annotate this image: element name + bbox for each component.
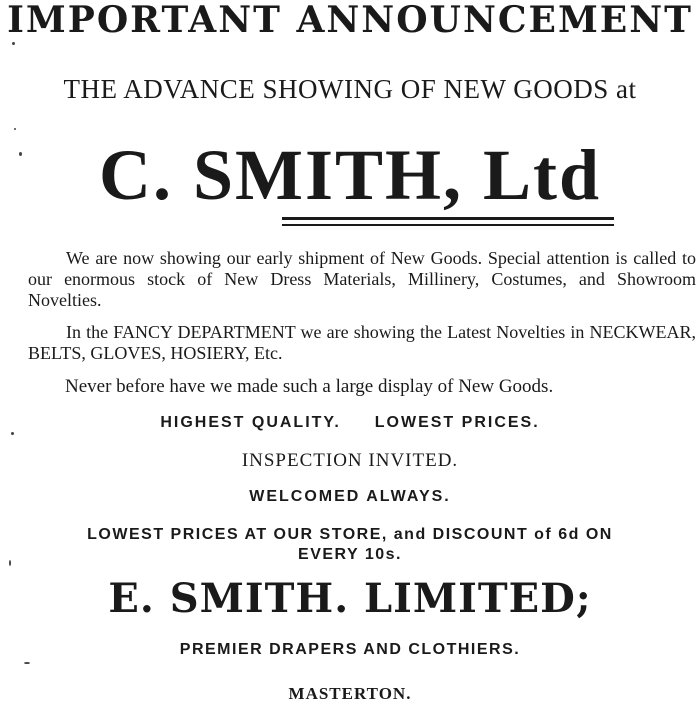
quality-line — [0, 414, 700, 432]
print-speck — [11, 432, 14, 435]
welcomed-always: WELCOMED ALWAYS. — [249, 488, 451, 505]
paragraph-display: Never before have we made such a large display of New Goods. — [65, 376, 554, 397]
paragraph-fancy-department: In the FANCY DEPARTMENT we are showing the Latest Novelties in NECKWEAR, BELTS, GLOVES, HOSIERY, Etc. — [28, 322, 696, 363]
paragraph-new-goods: We are now showing our early shipment of New Goods. Special attention is called to our enormous stock of New Dress Materials, Millinery, Costumes, and Showroom Novelties. — [28, 248, 696, 310]
title-rule-top — [282, 217, 614, 220]
discount-line-1: LOWEST PRICES AT OUR STORE, and DISCOUNT of 6d ON — [87, 526, 613, 543]
discount-line-2: EVERY 10s. — [298, 546, 402, 563]
print-speck — [9, 560, 11, 566]
discount-notice — [0, 525, 700, 565]
footer-place: MASTERTON. — [288, 684, 412, 703]
headline: IMPORTANT ANNOUNCEMENT — [7, 0, 693, 41]
print-speck — [14, 128, 16, 130]
footer-trade: PREMIER DRAPERS AND CLOTHIERS. — [179, 641, 521, 658]
print-speck — [19, 152, 22, 156]
company-name: C. SMITH, Ltd — [98, 135, 602, 215]
print-speck — [24, 662, 30, 664]
lowest-prices-text: LOWEST PRICES. — [374, 414, 540, 431]
highest-quality-text: HIGHEST QUALITY. — [160, 414, 341, 431]
title-rule-bottom — [282, 224, 614, 226]
print-speck — [12, 42, 15, 45]
footer-company-name: E. SMITH. LIMITED; — [108, 575, 592, 622]
subheadline: THE ADVANCE SHOWING OF NEW GOODS at — [63, 74, 637, 104]
inspection-invited: INSPECTION INVITED. — [241, 450, 459, 471]
